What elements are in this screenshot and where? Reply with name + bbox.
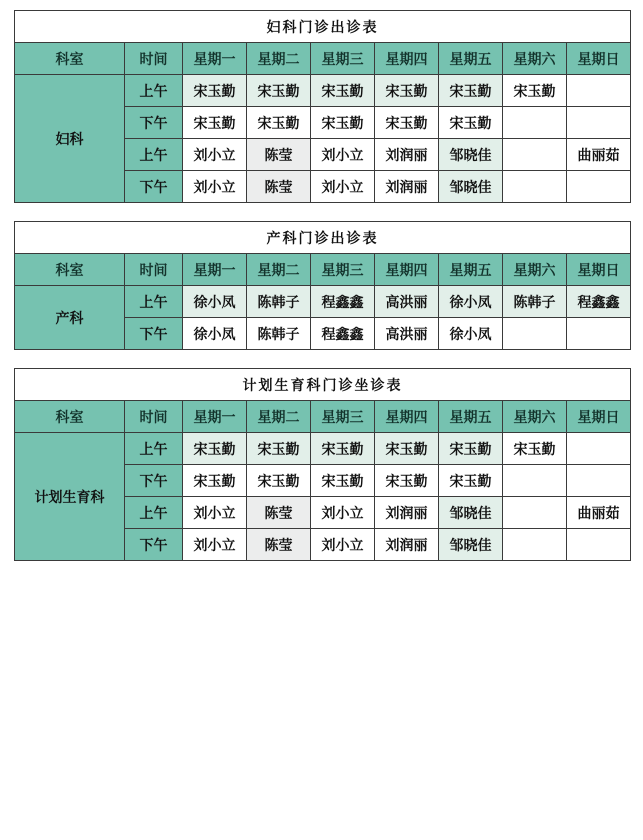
doctor-cell: 刘润丽	[375, 171, 439, 203]
doctor-cell: 宋玉勤	[183, 75, 247, 107]
doctor-cell: 宋玉勤	[503, 433, 567, 465]
column-header: 星期二	[247, 254, 311, 286]
doctor-cell: 程鑫鑫	[311, 318, 375, 350]
column-header: 星期二	[247, 401, 311, 433]
doctor-cell	[503, 497, 567, 529]
doctor-cell: 宋玉勤	[375, 433, 439, 465]
doctor-cell: 刘润丽	[375, 139, 439, 171]
column-header: 星期一	[183, 401, 247, 433]
table-title: 产科门诊出诊表	[15, 222, 631, 254]
doctor-cell: 陈莹	[247, 497, 311, 529]
column-header: 星期五	[439, 43, 503, 75]
column-header: 星期日	[567, 43, 631, 75]
schedule-table	[14, 221, 631, 350]
department-cell: 妇科	[15, 75, 125, 203]
column-header: 星期四	[375, 254, 439, 286]
doctor-cell: 刘小立	[183, 497, 247, 529]
doctor-cell: 宋玉勤	[439, 433, 503, 465]
doctor-cell: 宋玉勤	[375, 107, 439, 139]
column-header: 星期六	[503, 43, 567, 75]
doctor-cell: 宋玉勤	[247, 433, 311, 465]
doctor-cell: 宋玉勤	[247, 465, 311, 497]
column-header: 星期一	[183, 43, 247, 75]
doctor-cell: 徐小凤	[439, 286, 503, 318]
doctor-cell	[567, 171, 631, 203]
column-header: 时间	[125, 401, 183, 433]
column-header: 星期六	[503, 254, 567, 286]
column-header: 星期四	[375, 43, 439, 75]
doctor-cell: 徐小凤	[183, 318, 247, 350]
doctor-cell: 陈莹	[247, 139, 311, 171]
doctor-cell	[503, 139, 567, 171]
doctor-cell	[567, 433, 631, 465]
schedule-table-block	[14, 368, 629, 561]
doctor-cell: 宋玉勤	[311, 465, 375, 497]
doctor-cell: 宋玉勤	[439, 465, 503, 497]
doctor-cell: 宋玉勤	[247, 75, 311, 107]
doctor-cell: 邹晓佳	[439, 139, 503, 171]
table-row	[15, 75, 631, 107]
doctor-cell	[567, 529, 631, 561]
doctor-cell: 徐小凤	[183, 286, 247, 318]
doctor-cell: 程鑫鑫	[567, 286, 631, 318]
doctor-cell	[567, 75, 631, 107]
column-header: 科室	[15, 401, 125, 433]
time-cell: 上午	[125, 139, 183, 171]
doctor-cell: 刘润丽	[375, 497, 439, 529]
time-cell: 上午	[125, 433, 183, 465]
time-cell: 下午	[125, 171, 183, 203]
doctor-cell: 宋玉勤	[375, 75, 439, 107]
schedule-tables-container	[14, 10, 629, 561]
doctor-cell: 高洪丽	[375, 286, 439, 318]
doctor-cell: 邹晓佳	[439, 529, 503, 561]
doctor-cell: 刘小立	[183, 171, 247, 203]
doctor-cell	[503, 107, 567, 139]
doctor-cell: 宋玉勤	[439, 107, 503, 139]
doctor-cell: 陈韩子	[503, 286, 567, 318]
column-header: 星期六	[503, 401, 567, 433]
column-header: 星期二	[247, 43, 311, 75]
doctor-cell: 曲丽茹	[567, 139, 631, 171]
time-cell: 下午	[125, 107, 183, 139]
department-cell: 产科	[15, 286, 125, 350]
doctor-cell: 宋玉勤	[183, 433, 247, 465]
doctor-cell	[503, 318, 567, 350]
department-cell: 计划生育科	[15, 433, 125, 561]
doctor-cell	[567, 465, 631, 497]
doctor-cell: 刘小立	[311, 139, 375, 171]
doctor-cell: 陈莹	[247, 529, 311, 561]
doctor-cell: 宋玉勤	[183, 465, 247, 497]
doctor-cell: 邹晓佳	[439, 497, 503, 529]
column-header: 星期三	[311, 401, 375, 433]
schedule-table-block	[14, 221, 629, 350]
column-header: 星期一	[183, 254, 247, 286]
doctor-cell: 刘小立	[183, 139, 247, 171]
column-header: 星期五	[439, 401, 503, 433]
doctor-cell: 刘小立	[183, 529, 247, 561]
time-cell: 上午	[125, 497, 183, 529]
doctor-cell: 邹晓佳	[439, 171, 503, 203]
doctor-cell: 刘润丽	[375, 529, 439, 561]
doctor-cell: 宋玉勤	[311, 107, 375, 139]
doctor-cell: 宋玉勤	[247, 107, 311, 139]
column-header: 星期日	[567, 254, 631, 286]
time-cell: 下午	[125, 318, 183, 350]
table-row	[15, 433, 631, 465]
schedule-table	[14, 10, 631, 203]
doctor-cell: 徐小凤	[439, 318, 503, 350]
schedule-table-block	[14, 10, 629, 203]
table-row	[15, 286, 631, 318]
doctor-cell: 宋玉勤	[439, 75, 503, 107]
doctor-cell: 曲丽茹	[567, 497, 631, 529]
column-header: 科室	[15, 254, 125, 286]
doctor-cell: 宋玉勤	[503, 75, 567, 107]
doctor-cell: 陈莹	[247, 171, 311, 203]
column-header: 星期五	[439, 254, 503, 286]
column-header: 星期四	[375, 401, 439, 433]
doctor-cell	[503, 171, 567, 203]
doctor-cell	[503, 529, 567, 561]
doctor-cell: 刘小立	[311, 171, 375, 203]
doctor-cell: 陈韩子	[247, 318, 311, 350]
doctor-cell	[567, 107, 631, 139]
time-cell: 上午	[125, 286, 183, 318]
doctor-cell: 宋玉勤	[375, 465, 439, 497]
doctor-cell	[567, 318, 631, 350]
table-title: 妇科门诊出诊表	[15, 11, 631, 43]
time-cell: 上午	[125, 75, 183, 107]
table-title: 计划生育科门诊坐诊表	[15, 369, 631, 401]
doctor-cell: 宋玉勤	[183, 107, 247, 139]
doctor-cell: 宋玉勤	[311, 433, 375, 465]
doctor-cell: 陈韩子	[247, 286, 311, 318]
column-header: 星期三	[311, 254, 375, 286]
doctor-cell: 宋玉勤	[311, 75, 375, 107]
column-header: 时间	[125, 43, 183, 75]
column-header: 科室	[15, 43, 125, 75]
column-header: 星期三	[311, 43, 375, 75]
doctor-cell: 刘小立	[311, 497, 375, 529]
doctor-cell	[503, 465, 567, 497]
column-header: 时间	[125, 254, 183, 286]
schedule-table	[14, 368, 631, 561]
doctor-cell: 高洪丽	[375, 318, 439, 350]
doctor-cell: 程鑫鑫	[311, 286, 375, 318]
time-cell: 下午	[125, 465, 183, 497]
time-cell: 下午	[125, 529, 183, 561]
doctor-cell: 刘小立	[311, 529, 375, 561]
column-header: 星期日	[567, 401, 631, 433]
